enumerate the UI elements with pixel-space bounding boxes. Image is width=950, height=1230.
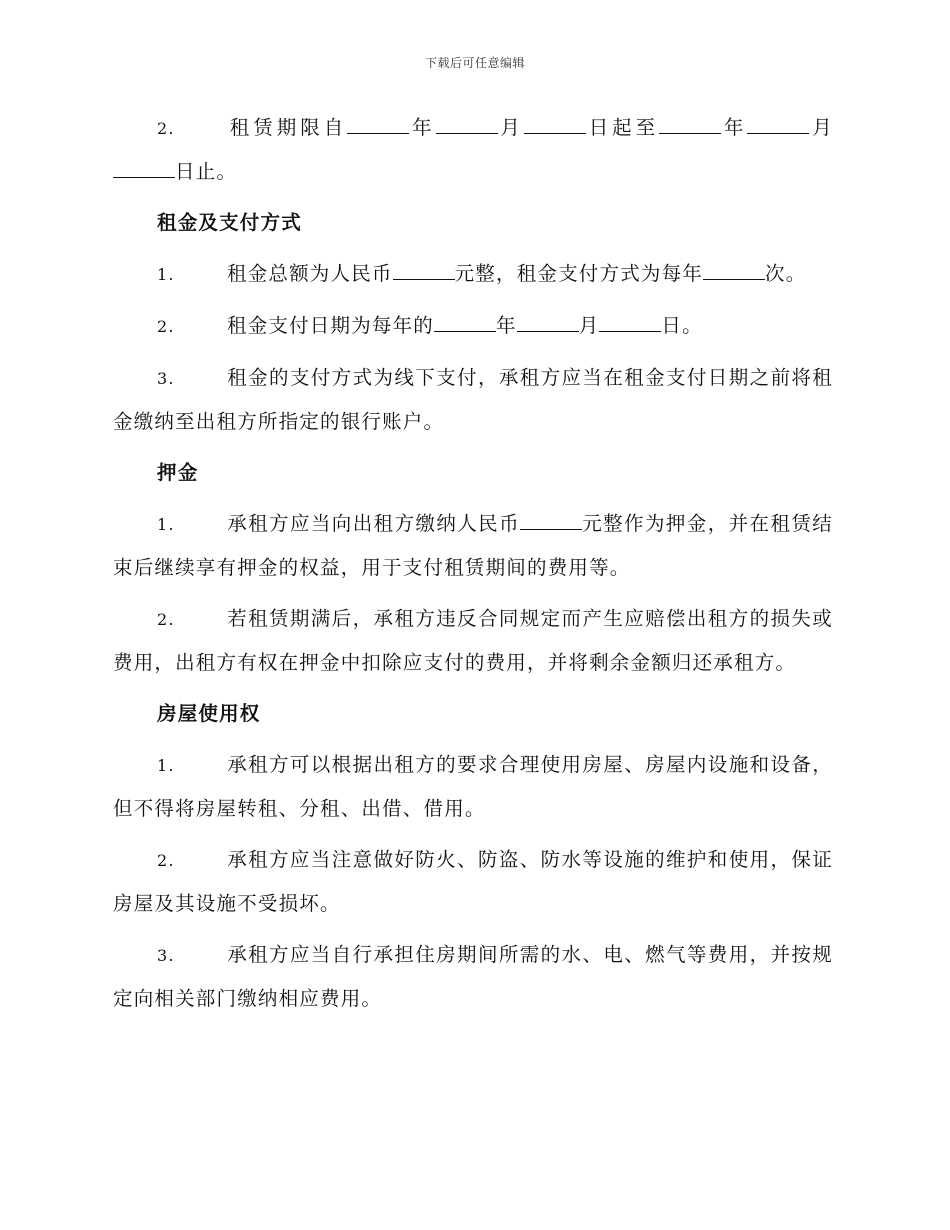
fill-in-blank [524,117,586,134]
clause-number: 2. [157,851,175,870]
fill-in-blank [347,117,409,134]
section-heading: 租金及支付方式 [157,211,302,234]
clause-text: 日起至 [585,116,660,139]
section-heading: 押金 [157,461,199,484]
clause-paragraph [113,933,833,1020]
clause-paragraph [113,597,833,684]
section-heading: 房屋使用权 [157,702,261,725]
clause-text: 月 [497,116,524,139]
clause-number: 3. [157,946,175,965]
clause-number: 1. [157,756,175,775]
clause-number: 2. [157,119,175,138]
clause-number: 2. [157,317,175,336]
clause-text: 租金的支付方式为线下支付，承租方应当在租金支付日期之前将租金缴纳至出租方所指定的银行账户。 [113,366,833,433]
fill-in-blank [599,315,661,332]
clause-text: 月 [578,314,600,337]
clause-text: 承租方可以根据出租方的要求合理使用房屋、房屋内设施和设备，但不得将房屋转租、分租、出借、借用。 [113,753,833,820]
clause-text: 年 [409,116,436,139]
clause-text: 租金支付日期为每年的 [227,314,435,337]
clause-text: 若租赁期满后，承租方违反合同规定而产生应赔偿出租方的损失或费用，出租方有权在押金中扣除应支付的费用，并将剩余金额归还承租方。 [113,607,833,674]
clause-text: 月 [809,116,833,139]
clause-paragraph [113,304,833,348]
clause-number: 2. [157,610,175,629]
clause-text: 承租方应当向出租方缴纳人民币 [227,512,521,535]
clause-text: 日。 [661,314,703,337]
clause-text: 元整作为押金，并在租赁结束后继续享有押金的权益，用于支付租赁期间的费用等。 [113,512,833,579]
clause-paragraph [113,106,833,193]
page-header: 下载后可任意编辑 [424,56,525,70]
clause-text: 年 [496,314,517,337]
clause-text: 租金总额为人民币 [227,262,393,285]
clause-paragraph [113,838,833,925]
clause-text: 年 [721,116,748,139]
clause-text: 元整，租金支付方式为每年 [454,262,704,285]
fill-in-blank [703,263,765,280]
clause-paragraph [113,502,833,589]
document-body [113,106,833,1028]
clause-paragraph [113,356,833,443]
fill-in-blank [436,117,498,134]
clause-text: 承租方应当自行承担住房期间所需的水、电、燃气等费用，并按规定向相关部门缴纳相应费用。 [113,943,833,1010]
clause-number: 1. [157,265,175,284]
clause-paragraph [113,252,833,296]
clause-text: 日止。 [175,160,238,183]
fill-in-blank [393,263,455,280]
clause-text: 次。 [765,262,807,285]
fill-in-blank [517,315,579,332]
fill-in-blank [113,161,175,178]
clause-text: 租赁期限自 [227,116,348,139]
fill-in-blank [434,315,496,332]
clause-text: 承租方应当注意做好防火、防盗、防水等设施的维护和使用，保证房屋及其设施不受损坏。 [113,848,833,915]
clause-number: 3. [157,369,175,388]
fill-in-blank [747,117,809,134]
clause-number: 1. [157,515,175,534]
clause-paragraph [113,743,833,830]
fill-in-blank [520,513,582,530]
fill-in-blank [659,117,721,134]
